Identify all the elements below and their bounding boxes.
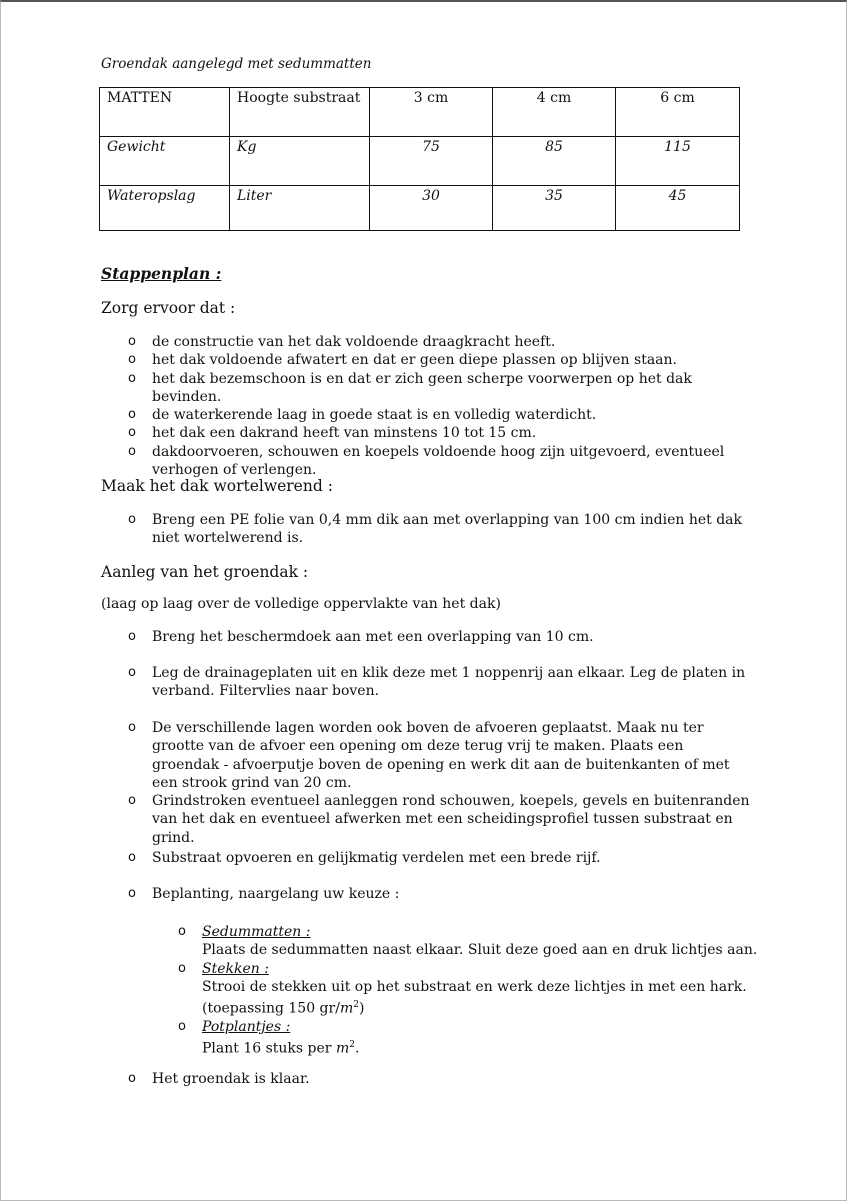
table-cell: Wateropslag <box>100 186 230 231</box>
table-header-cell: Hoogte substraat <box>230 88 370 137</box>
table-header-cell: 6 cm <box>616 88 740 137</box>
sedummatten-table <box>99 87 740 231</box>
final-list <box>128 1070 752 1088</box>
list-item: o Beplanting, naargelang uw keuze : <box>128 886 400 902</box>
zorg-heading: Zorg ervoor dat : <box>101 299 236 317</box>
table-cell: Gewicht <box>100 137 230 186</box>
zorg-list <box>128 333 752 479</box>
table-header-cell: 3 cm <box>370 88 493 137</box>
aanleg-list-3 <box>128 719 752 792</box>
planting-title: Sedummatten : <box>202 924 311 940</box>
aanleg-list-4 <box>128 792 752 847</box>
planting-title: Potplantjes : <box>202 1019 291 1036</box>
aanleg-list <box>128 628 752 646</box>
table-cell: 75 <box>370 137 493 186</box>
wortel-heading: Maak het dak wortelwerend : <box>101 477 333 495</box>
table-cell: Liter <box>230 186 370 231</box>
table-header-cell: 4 cm <box>493 88 616 137</box>
aanleg-note: (laag op laag over de volledige oppervlakte van het dak) <box>101 596 501 612</box>
table-header-cell: MATTEN <box>100 88 230 137</box>
aanleg-list-5 <box>128 849 752 867</box>
table-header-row <box>100 88 740 137</box>
aanleg-list-2 <box>128 664 752 701</box>
table-cell: 30 <box>370 186 493 231</box>
planting-item: o Sedummatten : Plaats de sedummatten naast elkaar. Sluit deze goed aan en druk lichtjes aan. <box>202 923 762 960</box>
aanleg-list-6 <box>128 885 752 903</box>
planting-item: o Potplantjes : Plant 16 stuks per $m^2$. <box>202 1018 762 1058</box>
table-cell: 85 <box>493 137 616 186</box>
table-cell: 45 <box>616 186 740 231</box>
list-item: o Leg de drainageplaten uit en klik deze met 1 noppenrij aan elkaar. Leg de platen in verband. Filtervlies naar boven. <box>128 665 746 700</box>
list-item: o Grindstroken eventueel aanleggen rond schouwen, koepels, gevels en buitenranden van het dak en eventueel afwerken met een scheidingsprofiel tussen substraat en grind. <box>128 793 750 846</box>
list-item: o de constructie van het dak voldoende draagkracht heeft. <box>128 334 556 350</box>
table-cell: 35 <box>493 186 616 231</box>
planting-list <box>178 923 762 1058</box>
list-item: o de waterkerende laag in goede staat is en volledig waterdicht. <box>128 407 597 424</box>
list-item: o dakdoorvoeren, schouwen en koepels voldoende hoog zijn uitgevoerd, eventueel verhogen of verlengen. <box>128 443 725 479</box>
table-cell: Kg <box>230 137 370 186</box>
planting-item: o Stekken : Strooi de stekken uit op het substraat en werk deze lichtjes in met een hark. (toepassing 150 $gr/m^2$) <box>202 960 762 1019</box>
list-item: o het dak voldoende afwatert en dat er geen diepe plassen op blijven staan. <box>128 352 677 369</box>
list-item: o Substraat opvoeren en gelijkmatig verdelen met een brede rijf. <box>128 850 601 866</box>
list-item: o Breng het beschermdoek aan met een overlapping van 10 cm. <box>128 629 594 645</box>
list-item: o het dak bezemschoon is en dat er zich geen scherpe voorwerpen op het dak bevinden. <box>128 370 692 405</box>
table-row <box>100 186 740 231</box>
wortel-list <box>128 511 752 548</box>
table-row <box>100 137 740 186</box>
aanleg-heading: Aanleg van het groendak : <box>101 563 309 581</box>
list-item: o het dak een dakrand heeft van minstens 10 tot 15 cm. <box>128 425 537 442</box>
list-item: o Het groendak is klaar. <box>128 1071 310 1087</box>
stappenplan-heading: Stappenplan : <box>101 264 222 283</box>
table-cell: 115 <box>616 137 740 186</box>
list-item: o De verschillende lagen worden ook boven de afvoeren geplaatst. Maak nu ter grootte van de afvoer een opening om deze terug vrij te maken. Plaats een groendak - afvoerputje boven de opening en werk dit aan de buitenkanten of met een strook grind van 20 cm. <box>128 720 730 791</box>
table-caption: Groendak aangelegd met sedummatten <box>101 56 372 72</box>
list-item: o Breng een PE folie van 0,4 mm dik aan met overlapping van 100 cm indien het dak niet wortelwerend is. <box>128 512 743 547</box>
planting-title: Stekken : <box>202 960 269 977</box>
